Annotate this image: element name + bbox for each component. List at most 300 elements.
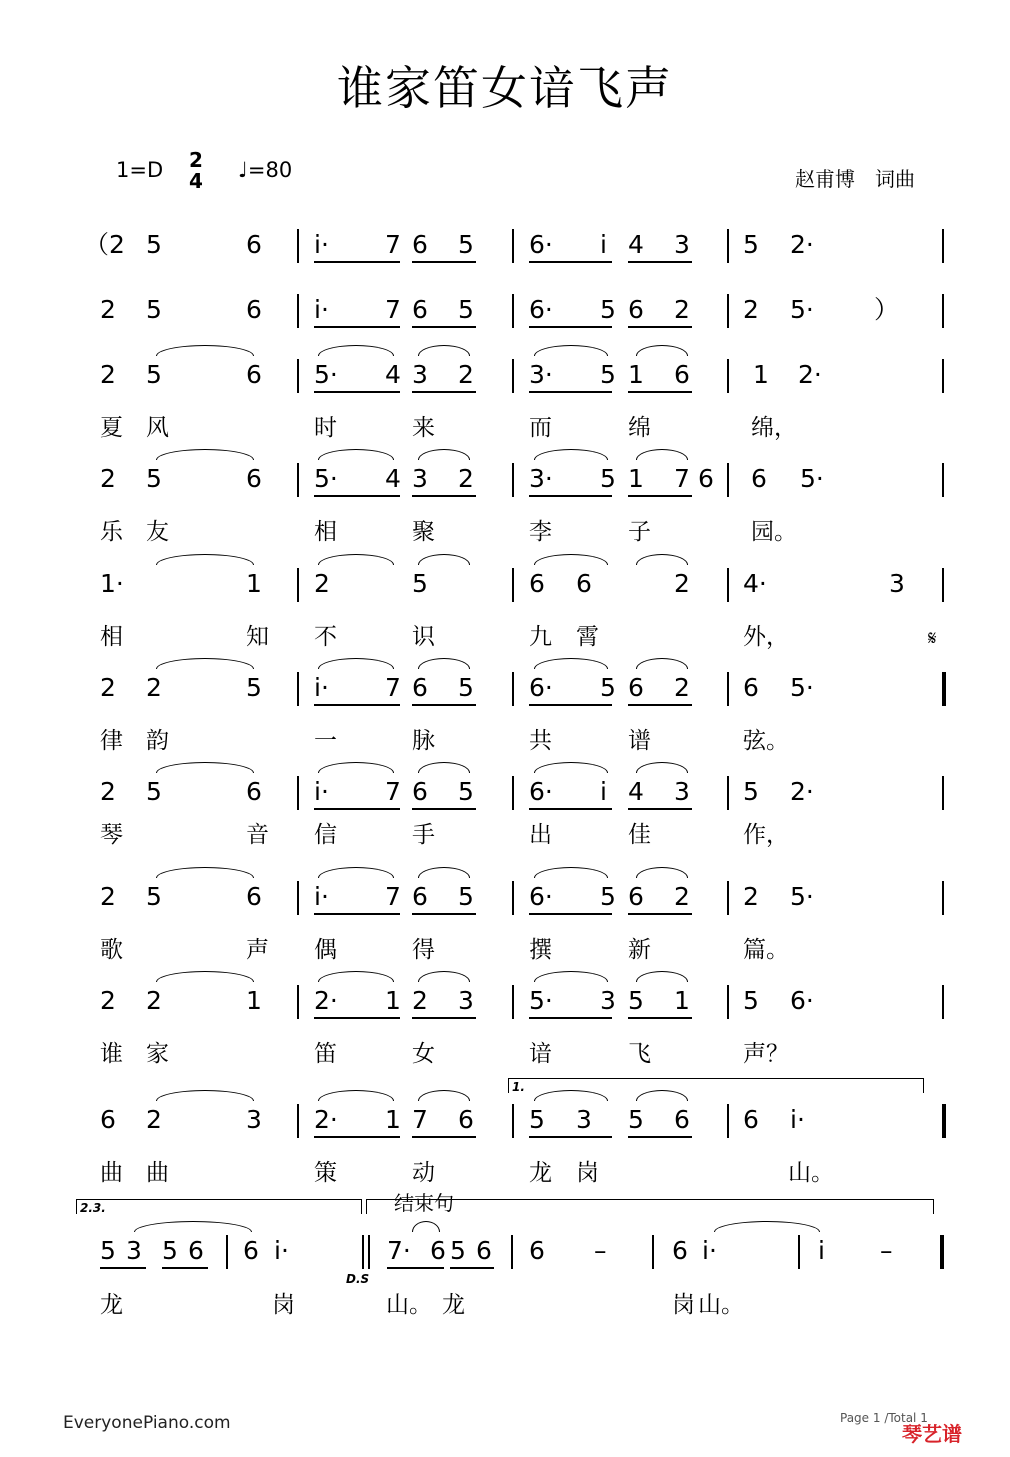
jianpu-note: 6 [246, 360, 262, 389]
barline [942, 881, 944, 915]
jianpu-note: 6 [246, 295, 262, 324]
barline [942, 985, 944, 1019]
lyric-syllable: 弦。 [743, 728, 789, 754]
slur-arc [534, 867, 608, 878]
jianpu-note: 5 [100, 1236, 116, 1265]
barline [940, 1235, 944, 1269]
jianpu-note: ） [874, 295, 900, 324]
jianpu-note: 4 [628, 777, 644, 806]
barline [727, 672, 729, 706]
jianpu-note: i· [274, 1236, 289, 1265]
jianpu-note: （2 [84, 230, 125, 259]
beam-underline [529, 261, 612, 263]
lyric-syllable: 外， [743, 624, 789, 650]
jianpu-note: 6 [246, 882, 262, 911]
lyric-syllable: 作， [743, 822, 789, 848]
jianpu-note: 5 [600, 464, 616, 493]
barline [368, 1235, 370, 1269]
slur-arc [156, 554, 254, 565]
barline [512, 359, 514, 393]
jianpu-note: 1 [628, 464, 644, 493]
slur-arc [534, 762, 608, 773]
lyric-syllable: 友 [146, 519, 169, 545]
beam-underline [412, 808, 476, 810]
barline [362, 1235, 364, 1269]
lyric-syllable: 曲 [146, 1160, 169, 1186]
barline [297, 463, 299, 497]
jianpu-note: 1 [753, 360, 769, 389]
slur-arc [418, 345, 470, 356]
jianpu-note: 6 [243, 1236, 259, 1265]
lyric-syllable: 山。 [698, 1292, 744, 1318]
lyric-syllable: 来 [412, 415, 435, 441]
jianpu-note: 3 [600, 986, 616, 1015]
barline [297, 568, 299, 602]
slur-arc [636, 449, 688, 460]
slur-arc [318, 1090, 394, 1101]
lyric-syllable: 声 [246, 937, 269, 963]
beam-underline [387, 1267, 444, 1269]
barline [942, 463, 944, 497]
lyric-syllable: 飞 [628, 1041, 651, 1067]
jianpu-note: i· [790, 1105, 805, 1134]
beam-underline [529, 808, 612, 810]
lyric-syllable: 新 [628, 937, 651, 963]
barline [297, 229, 299, 263]
slur-arc [156, 449, 254, 460]
lyric-syllable: 李 [529, 519, 552, 545]
jianpu-note: 2· [314, 1105, 338, 1134]
jianpu-note: i [600, 230, 607, 259]
lyric-syllable: 子 [628, 519, 651, 545]
beam-underline [412, 1136, 476, 1138]
time-sig-bottom: 4 [189, 169, 203, 193]
lyric-syllable: 风 [146, 415, 169, 441]
jianpu-note: i [600, 777, 607, 806]
jianpu-note: 2 [146, 986, 162, 1015]
jianpu-note: 2 [100, 360, 116, 389]
barline [297, 985, 299, 1019]
beam-underline [412, 326, 476, 328]
barline [942, 672, 946, 706]
song-title: 谁家笛女谙飞声 [337, 61, 673, 115]
lyric-syllable: 家 [146, 1041, 169, 1067]
slur-arc [318, 971, 394, 982]
tempo-marking: ♩=80 [238, 158, 293, 182]
barline [727, 229, 729, 263]
jianpu-note: 6· [529, 777, 553, 806]
jianpu-note: 2 [674, 569, 690, 598]
jianpu-note: 7 [385, 777, 401, 806]
jianpu-note: 6 [100, 1105, 116, 1134]
barline [652, 1235, 654, 1269]
jianpu-note: 2· [790, 230, 814, 259]
barline [512, 1104, 514, 1138]
jianpu-note: 7· [387, 1236, 411, 1265]
barline [297, 1104, 299, 1138]
lyric-syllable: 识 [412, 624, 435, 650]
jianpu-note: 2 [674, 882, 690, 911]
slur-arc [636, 554, 688, 565]
lyric-syllable: 岗 [672, 1292, 695, 1318]
jianpu-note: 3 [674, 777, 690, 806]
jianpu-note: 7 [674, 464, 690, 493]
beam-underline [450, 1267, 494, 1269]
jianpu-note: 6 [698, 464, 714, 493]
lyric-syllable: 声？ [743, 1041, 789, 1067]
beam-underline [314, 495, 400, 497]
lyric-syllable: 谱 [628, 728, 651, 754]
beam-underline [529, 391, 612, 393]
jianpu-note: 5 [146, 295, 162, 324]
slur-arc [418, 762, 470, 773]
slur-arc [156, 867, 254, 878]
jianpu-note: 5 [458, 777, 474, 806]
lyric-syllable: 脉 [412, 728, 435, 754]
lyric-syllable: 龙 [100, 1292, 123, 1318]
slur-arc [418, 554, 470, 565]
beam-underline [529, 704, 612, 706]
jianpu-note: 6· [529, 230, 553, 259]
jianpu-note: 5 [458, 882, 474, 911]
beam-underline [628, 261, 692, 263]
lyric-syllable: 曲 [100, 1160, 123, 1186]
jianpu-note: 7 [385, 882, 401, 911]
segno-sign: 𝄋 [928, 626, 937, 650]
jianpu-note: 6 [458, 1105, 474, 1134]
jianpu-note: 5 [743, 777, 759, 806]
barline [942, 568, 944, 602]
jianpu-note: i· [314, 673, 329, 702]
jianpu-note: 2 [674, 673, 690, 702]
jianpu-note: 5· [790, 673, 814, 702]
beam-underline [529, 1136, 612, 1138]
jianpu-note: i· [314, 230, 329, 259]
jianpu-note: 5· [790, 295, 814, 324]
barline [942, 229, 944, 263]
beam-underline [412, 495, 476, 497]
jianpu-note: 5 [246, 673, 262, 702]
barline [727, 881, 729, 915]
lyric-syllable: 动 [412, 1160, 435, 1186]
barline [297, 881, 299, 915]
slur-arc [534, 345, 608, 356]
barline [512, 881, 514, 915]
jianpu-note: 6 [674, 360, 690, 389]
jianpu-note: 6 [476, 1236, 492, 1265]
slur-arc [418, 1090, 470, 1101]
barline [727, 294, 729, 328]
jianpu-note: – [594, 1236, 607, 1265]
beam-underline [314, 808, 400, 810]
jianpu-note: 6 [751, 464, 767, 493]
lyric-syllable: 出 [529, 822, 552, 848]
jianpu-note: 5 [450, 1236, 466, 1265]
jianpu-note: 5 [162, 1236, 178, 1265]
barline [297, 776, 299, 810]
jianpu-note: 5· [529, 986, 553, 1015]
jianpu-note: i· [702, 1236, 717, 1265]
footer-site: EveryonePiano.com [63, 1413, 231, 1433]
jianpu-note: 5 [458, 295, 474, 324]
beam-underline [628, 808, 692, 810]
jianpu-note: 4 [385, 360, 401, 389]
jianpu-note: 6 [576, 569, 592, 598]
jianpu-note: 2 [100, 882, 116, 911]
barline [798, 1235, 800, 1269]
time-sig-top: 2 [189, 148, 203, 172]
jianpu-note: 6 [246, 230, 262, 259]
jianpu-note: 5· [314, 464, 338, 493]
jianpu-note: 2 [146, 673, 162, 702]
beam-underline [412, 261, 476, 263]
jianpu-note: 1 [628, 360, 644, 389]
jianpu-note: 3 [246, 1105, 262, 1134]
jianpu-note: 6 [412, 882, 428, 911]
beam-underline [412, 1017, 476, 1019]
barline [511, 1235, 513, 1269]
lyric-syllable: 相 [314, 519, 337, 545]
jianpu-note: 2 [458, 464, 474, 493]
jianpu-note: 2 [100, 464, 116, 493]
jianpu-note: 6 [743, 673, 759, 702]
jianpu-note: 5 [600, 673, 616, 702]
beam-underline [529, 326, 612, 328]
jianpu-note: 6 [188, 1236, 204, 1265]
lyric-syllable: 女 [412, 1041, 435, 1067]
jianpu-note: 6 [743, 1105, 759, 1134]
jianpu-note: 6· [529, 882, 553, 911]
jianpu-note: 6 [674, 1105, 690, 1134]
jianpu-note: 6· [790, 986, 814, 1015]
lyric-syllable: 音 [246, 822, 269, 848]
lyric-syllable: 岗 [576, 1160, 599, 1186]
jianpu-note: 6 [412, 777, 428, 806]
jianpu-note: 5 [743, 986, 759, 1015]
jianpu-note: 3 [458, 986, 474, 1015]
barline [512, 672, 514, 706]
beam-underline [628, 704, 692, 706]
jianpu-note: 2 [100, 986, 116, 1015]
jianpu-note: 3· [529, 464, 553, 493]
volta-1-label: 1. [512, 1080, 525, 1094]
lyric-syllable: 谁 [100, 1041, 123, 1067]
slur-arc [636, 658, 688, 669]
barline [226, 1235, 228, 1269]
jianpu-note: 6 [628, 673, 644, 702]
jianpu-note: 3 [412, 464, 428, 493]
barline [942, 359, 944, 393]
lyric-syllable: 谙 [529, 1041, 552, 1067]
slur-arc [156, 658, 254, 669]
jianpu-note: 2· [790, 777, 814, 806]
lyric-syllable: 绵， [751, 415, 797, 441]
beam-underline [100, 1267, 146, 1269]
barline [727, 568, 729, 602]
barline [942, 776, 944, 810]
jianpu-note: 6 [529, 569, 545, 598]
barline [297, 359, 299, 393]
beam-underline [412, 704, 476, 706]
slur-arc [156, 1090, 254, 1101]
jianpu-note: 5 [743, 230, 759, 259]
barline [297, 294, 299, 328]
lyric-syllable: 一 [314, 728, 337, 754]
jianpu-note: 5 [412, 569, 428, 598]
slur-arc [636, 867, 688, 878]
lyric-syllable: 聚 [412, 519, 435, 545]
slur-arc [156, 762, 254, 773]
slur-arc [636, 971, 688, 982]
footer-page: Page 1 /Total 1 [840, 1411, 928, 1425]
beam-underline [314, 261, 400, 263]
slur-arc [418, 658, 470, 669]
barline [727, 359, 729, 393]
jianpu-note: 2 [100, 777, 116, 806]
jianpu-note: 5 [600, 295, 616, 324]
lyric-syllable: 山。 [788, 1160, 834, 1186]
jianpu-note: 6 [672, 1236, 688, 1265]
jianpu-note: 5 [529, 1105, 545, 1134]
barline [512, 776, 514, 810]
slur-arc [534, 658, 608, 669]
volta-23-label: 2.3. [80, 1201, 106, 1215]
jianpu-note: 1 [674, 986, 690, 1015]
lyric-syllable: 九 [529, 624, 552, 650]
lyric-syllable: 歌 [100, 937, 123, 963]
jianpu-note: 2 [743, 295, 759, 324]
lyric-syllable: 不 [314, 624, 337, 650]
slur-arc [418, 971, 470, 982]
jianpu-note: 7 [385, 295, 401, 324]
slur-arc [418, 867, 470, 878]
jianpu-note: 5 [146, 230, 162, 259]
slur-arc [636, 345, 688, 356]
lyric-syllable: 龙 [529, 1160, 552, 1186]
jianpu-note: 6 [412, 673, 428, 702]
ds-marking: D.S [346, 1272, 370, 1286]
jianpu-note: 5 [628, 1105, 644, 1134]
lyric-syllable: 霄 [576, 624, 599, 650]
jianpu-note: 6· [529, 673, 553, 702]
lyric-syllable: 策 [314, 1160, 337, 1186]
barline [727, 1104, 729, 1138]
jianpu-note: 5 [146, 360, 162, 389]
slur-arc [134, 1221, 252, 1232]
jianpu-note: 4 [628, 230, 644, 259]
slur-arc [714, 1221, 820, 1232]
slur-arc [534, 449, 608, 460]
jianpu-note: 7 [412, 1105, 428, 1134]
jianpu-note: 1 [385, 986, 401, 1015]
author-credit: 赵甫博 词曲 [795, 167, 915, 191]
key-signature: 1=D [116, 158, 164, 182]
slur-arc [318, 867, 394, 878]
lyric-syllable: 律 [100, 728, 123, 754]
jianpu-note: 5· [790, 882, 814, 911]
beam-underline [314, 913, 400, 915]
slur-arc [318, 762, 394, 773]
lyric-syllable: 共 [529, 728, 552, 754]
barline [512, 229, 514, 263]
slur-arc [412, 1221, 440, 1232]
slur-arc [318, 658, 394, 669]
beam-underline [529, 495, 612, 497]
jianpu-note: 5 [600, 882, 616, 911]
beam-underline [412, 913, 476, 915]
jianpu-note: 1 [246, 569, 262, 598]
jianpu-note: 7 [385, 230, 401, 259]
lyric-syllable: 手 [412, 822, 435, 848]
lyric-syllable: 龙 [442, 1292, 465, 1318]
jianpu-note: 6 [430, 1236, 446, 1265]
lyric-syllable: 乐 [100, 519, 123, 545]
jianpu-note: 2 [458, 360, 474, 389]
lyric-syllable: 篇。 [743, 937, 789, 963]
jianpu-note: 5 [146, 464, 162, 493]
lyric-syllable: 山。 [386, 1292, 432, 1318]
slur-arc [318, 345, 394, 356]
jianpu-note: 6 [628, 295, 644, 324]
beam-underline [529, 913, 612, 915]
jianpu-note: 5· [314, 360, 338, 389]
lyric-syllable: 绵 [628, 415, 651, 441]
beam-underline [314, 1017, 400, 1019]
time-signature [186, 150, 206, 192]
jianpu-note: 5 [146, 882, 162, 911]
lyric-syllable: 知 [246, 624, 269, 650]
slur-arc [156, 971, 254, 982]
jianpu-note: i· [314, 777, 329, 806]
jianpu-note: 1 [385, 1105, 401, 1134]
jianpu-note: 6 [529, 1236, 545, 1265]
barline [942, 294, 944, 328]
jianpu-note: 5 [458, 673, 474, 702]
beam-underline [529, 1017, 612, 1019]
beam-underline [628, 1017, 692, 1019]
jianpu-note: 6· [529, 295, 553, 324]
beam-underline [628, 391, 692, 393]
beam-underline [628, 326, 692, 328]
barline [942, 1104, 946, 1138]
site-logo: 琴艺谱 [902, 1422, 962, 1446]
barline [512, 568, 514, 602]
beam-underline [314, 1136, 400, 1138]
slur-arc [318, 449, 394, 460]
jianpu-note: 5 [146, 777, 162, 806]
jianpu-note: 3· [529, 360, 553, 389]
jianpu-note: 2 [100, 295, 116, 324]
barline [512, 294, 514, 328]
lyric-syllable: 撰 [529, 937, 552, 963]
jianpu-note: 3 [576, 1105, 592, 1134]
jianpu-note: 6 [412, 230, 428, 259]
ending-label: 结束句 [394, 1191, 454, 1215]
slur-arc [534, 554, 608, 565]
lyric-syllable: 偶 [314, 937, 337, 963]
jianpu-note: 6 [412, 295, 428, 324]
lyric-syllable: 笛 [314, 1041, 337, 1067]
volta-1-bracket [508, 1078, 924, 1093]
barline [512, 985, 514, 1019]
beam-underline [628, 913, 692, 915]
jianpu-note: – [880, 1236, 893, 1265]
jianpu-note: 1· [100, 569, 124, 598]
jianpu-note: 4· [743, 569, 767, 598]
slur-arc [418, 449, 470, 460]
jianpu-note: i· [314, 882, 329, 911]
jianpu-note: 6 [246, 464, 262, 493]
